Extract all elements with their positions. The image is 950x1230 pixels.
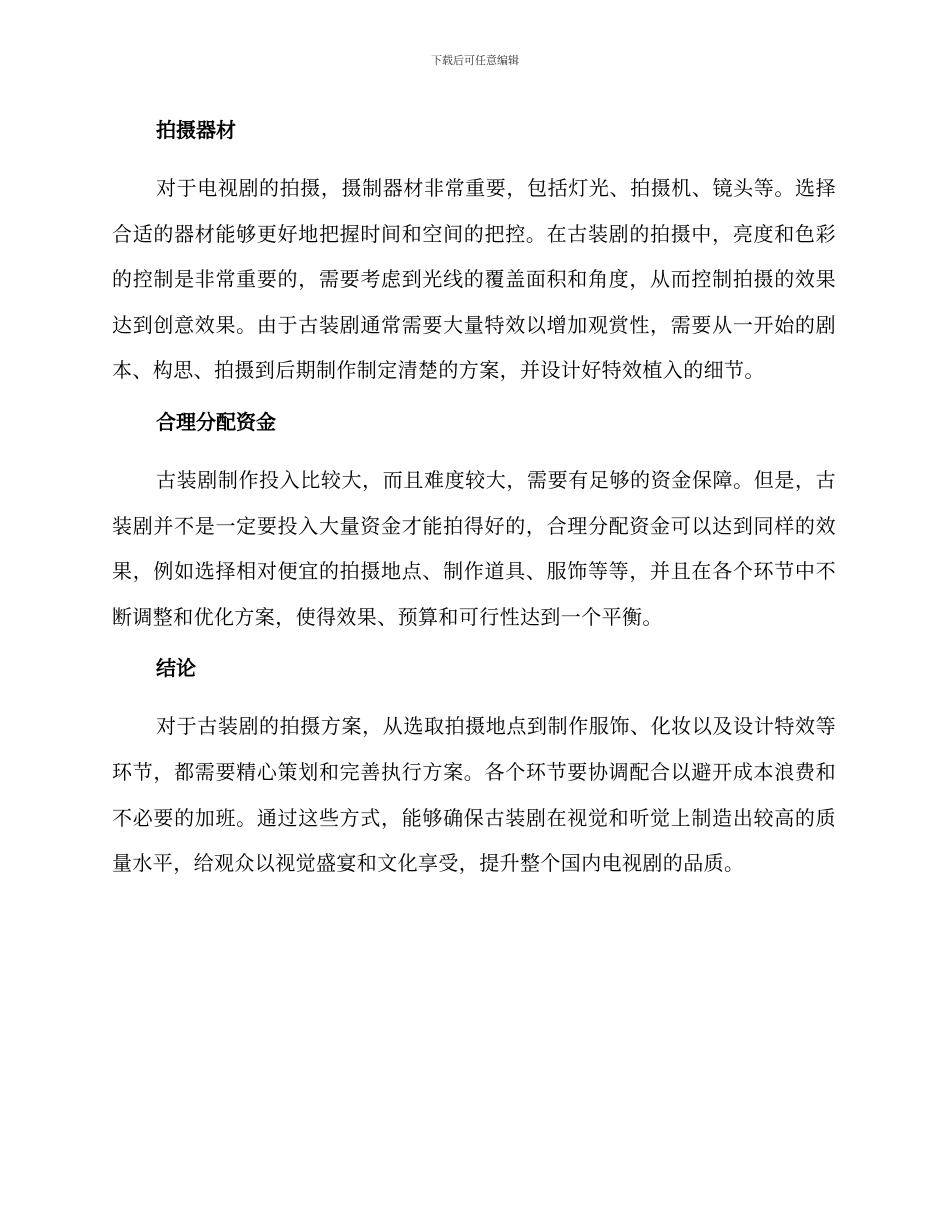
section-paragraph: 古装剧制作投入比较大，而且难度较大，需要有足够的资金保障。但是，古装剧并不是一定要投入大量资金才能拍得好的，合理分配资金可以达到同样的效果，例如选择相对便宜的拍摄地点、制作道具、服饰等等，并且在各个环节中不断调整和优化方案，使得效果、预算和可行性达到一个平衡。 <box>112 467 836 629</box>
section-budget <box>112 408 836 640</box>
section-heading: 结论 <box>156 656 196 681</box>
section-equipment <box>112 116 836 394</box>
section-heading: 合理分配资金 <box>156 409 276 434</box>
page-header: 下载后可任意编辑 <box>431 54 519 67</box>
section-heading: 拍摄器材 <box>156 118 236 142</box>
section-conclusion <box>112 654 836 886</box>
section-paragraph: 对于电视剧的拍摄，摄制器材非常重要，包括灯光、拍摄机、镜头等。选择合适的器材能够更好地把握时间和空间的把控。在古装剧的拍摄中，亮度和色彩的控制是非常重要的，需要考虑到光线的覆盖面积和角度，从而控制拍摄的效果达到创意效果。由于古装剧通常需要大量特效以增加观赏性，需要从一开始的剧本、构思、拍摄到后期制作制定清楚的方案，并设计好特效植入的细节。 <box>112 176 836 383</box>
document-body <box>112 108 836 901</box>
section-paragraph: 对于古装剧的拍摄方案，从选取拍摄地点到制作服饰、化妆以及设计特效等环节，都需要精心策划和完善执行方案。各个环节要协调配合以避开成本浪费和不必要的加班。通过这些方式，能够确保古装剧在视觉和听觉上制造出较高的质量水平，给观众以视觉盛宴和文化享受，提升整个国内电视剧的品质。 <box>112 714 836 876</box>
